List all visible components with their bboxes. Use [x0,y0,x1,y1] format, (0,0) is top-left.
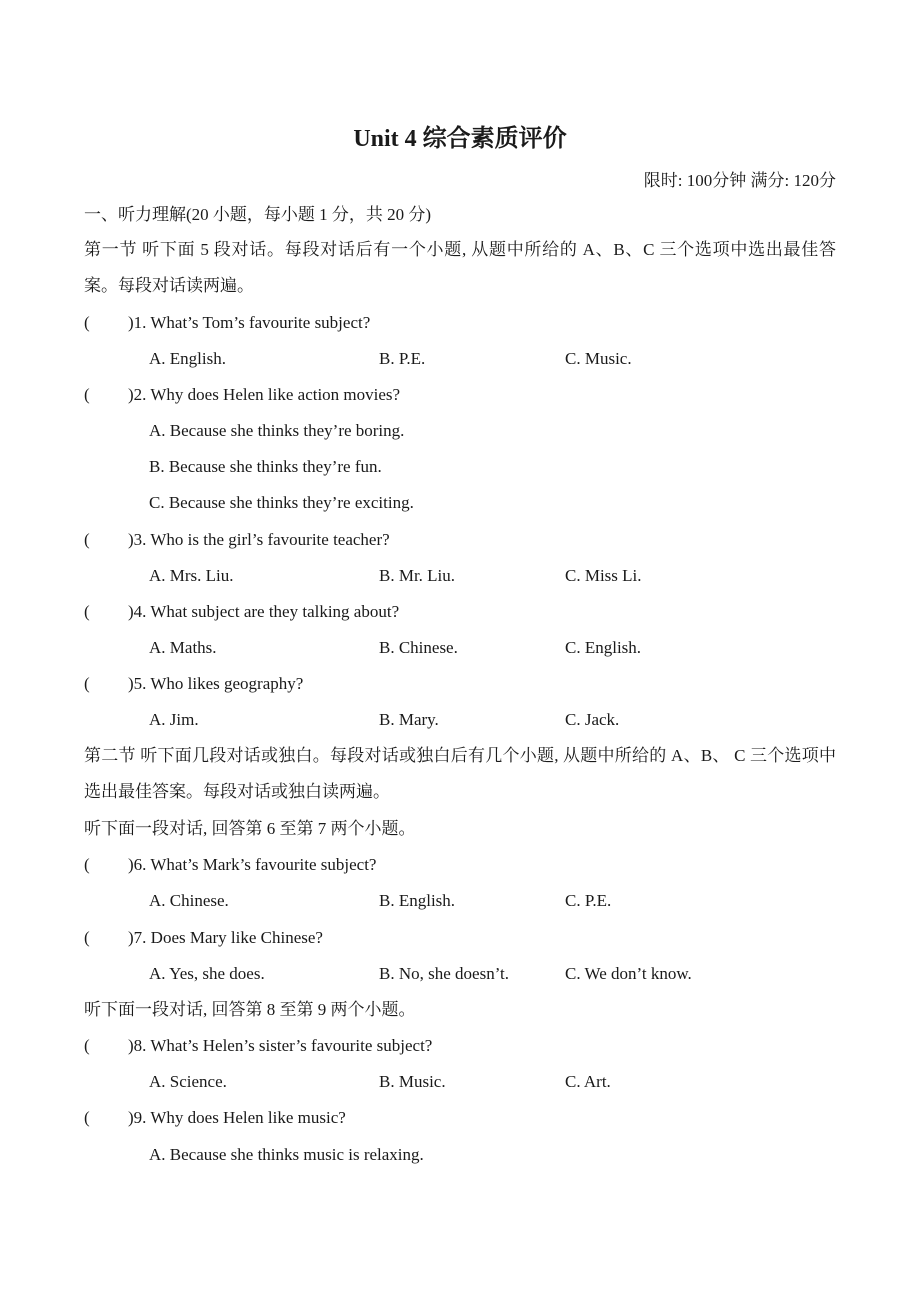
option-c: C. We don’t know. [565,964,692,983]
question-5 [84,672,303,696]
answer-blank[interactable]: ( [84,530,90,549]
option-a: A. Mrs. Liu. [149,566,234,585]
question-7 [84,926,323,950]
option-b: B. Because she thinks they’re fun. [149,457,382,476]
answer-blank[interactable]: ( [84,602,90,621]
part2-instructions: 第二节 听下面几段对话或独白。每段对话或独白后有几个小题, 从题中所给的 A、B、 C 三个选项中选出最佳答案。每段对话或独白读两遍。 [84,746,836,801]
option-a: A. Because she thinks music is relaxing. [149,1145,424,1164]
option-b: B. No, she doesn’t. [379,964,510,983]
answer-blank[interactable]: ( [84,674,90,693]
instruction-q8-q9: 听下面一段对话, 回答第 8 至第 9 两个小题。 [84,1000,416,1019]
option-a: A. Chinese. [149,891,229,910]
time-score-info: 限时: 100分钟 满分: 120分 [643,171,836,190]
option-a: A. Science. [149,1072,227,1091]
page-title: Unit 4 综合素质评价 [353,126,567,152]
question-1 [84,311,370,335]
question-text: )4. What subject are they talking about? [128,602,400,621]
option-c: C. Art. [565,1072,611,1091]
instruction-q6-q7: 听下面一段对话, 回答第 6 至第 7 两个小题。 [84,819,416,838]
section-heading: 一、听力理解(20 小题，每小题 1 分，共 20 分) [84,205,432,224]
part1-instructions: 第一节 听下面 5 段对话。每段对话后有一个小题, 从题中所给的 A、B、C 三个选项中选出最佳答案。每段对话读两遍。 [84,240,836,295]
option-b: B. Mary. [379,710,439,729]
option-c: C. Miss Li. [565,566,642,585]
option-b: B. P.E. [379,349,426,368]
answer-blank[interactable]: ( [84,385,90,404]
answer-blank[interactable]: ( [84,313,90,332]
option-b: B. Music. [379,1072,446,1091]
question-3 [84,528,390,552]
answer-blank[interactable]: ( [84,1108,90,1127]
option-b: B. Chinese. [379,638,458,657]
question-text: )9. Why does Helen like music? [128,1108,346,1127]
option-a: A. Yes, she does. [149,964,265,983]
option-b: B. Mr. Liu. [379,566,456,585]
option-c: C. Jack. [565,710,620,729]
question-text: )3. Who is the girl’s favourite teacher? [128,530,390,549]
question-6 [84,853,376,877]
answer-blank[interactable]: ( [84,928,90,947]
question-text: )7. Does Mary like Chinese? [128,928,323,947]
question-9 [84,1106,346,1130]
option-c: C. Music. [565,349,632,368]
option-a: A. English. [149,349,226,368]
question-text: )5. Who likes geography? [128,674,304,693]
question-text: )8. What’s Helen’s sister’s favourite subject? [128,1036,433,1055]
option-c: C. Because she thinks they’re exciting. [149,493,414,512]
question-2 [84,383,400,407]
option-a: A. Because she thinks they’re boring. [149,421,405,440]
option-c: C. English. [565,638,642,657]
option-a: A. Maths. [149,638,217,657]
question-8 [84,1034,432,1058]
question-text: )6. What’s Mark’s favourite subject? [128,855,377,874]
option-c: C. P.E. [565,891,612,910]
answer-blank[interactable]: ( [84,855,90,874]
question-text: )2. Why does Helen like action movies? [128,385,401,404]
option-a: A. Jim. [149,710,199,729]
answer-blank[interactable]: ( [84,1036,90,1055]
question-text: )1. What’s Tom’s favourite subject? [128,313,371,332]
question-4 [84,600,399,624]
option-b: B. English. [379,891,456,910]
